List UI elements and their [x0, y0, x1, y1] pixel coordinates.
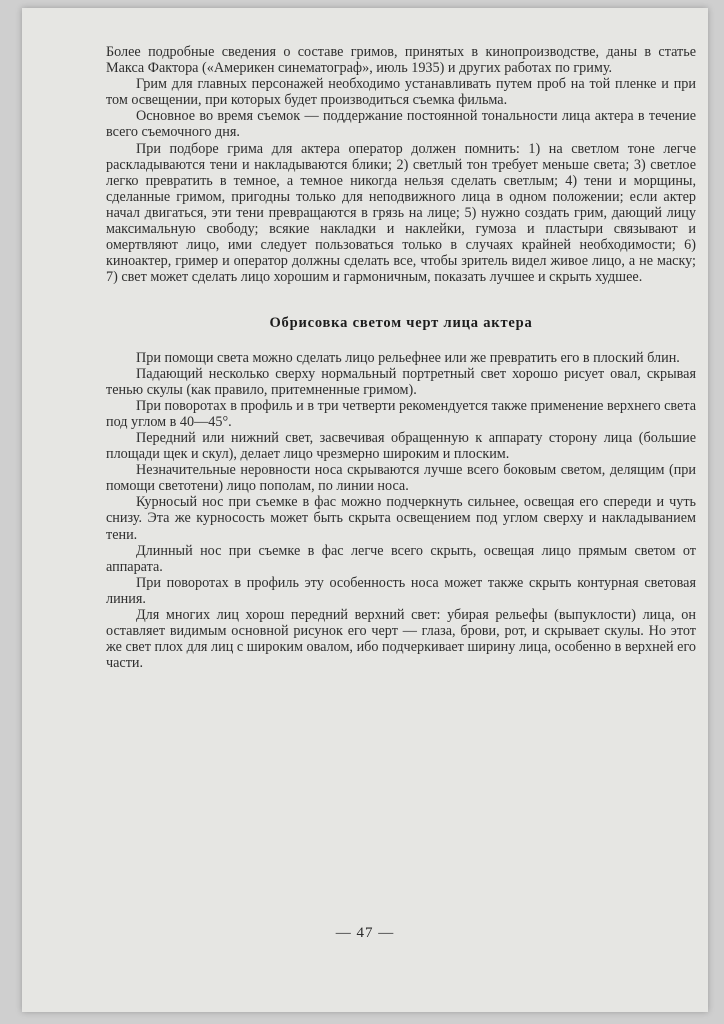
paragraph: Передний или нижний свет, засвечивая обращенную к аппарату сторону лица (большие площади щек и скул), делает лицо чрезмерно широким и плоским.	[106, 429, 696, 463]
paragraph: Незначительные неровности носа скрываются лучше всего боковым светом, делящим (при помощи светотени) лицо пополам, по линии носа.	[106, 462, 696, 495]
page-number: — 47 —	[335, 925, 395, 941]
page-content	[106, 44, 696, 671]
paragraph: Основное во время съемок — поддержание постоянной тональности лица актера в течение всего съемочного дня.	[106, 108, 696, 141]
book-page	[22, 8, 708, 1012]
paragraph: При подборе грима для актера оператор должен помнить: 1) на светлом тоне легче раскладываются тени и накладываются блики; 2) светлый тон требует меньше света; 3) светлое легко превратить в темное, а темное никогда нельзя сделать светлым; 4) тени и морщины, сделанные гримом, пригодны только для неподвижного лица в одном положении; если актер начал двигаться, эти тени превращаются в грязь на лице; 5) нужно создать грим, дающий лицу максимальную свободу; всякие накладки и наклейки, гумоза и пластыри связывают и омертвляют лицо, ими следует пользоваться только в случаях крайней необходимости; 6) киноактер, гример и оператор должны сделать все, чтобы зритель видел живое лицо, а не маску; 7) свет может сделать лицо хорошим и гармоничным, показать лучшее и скрыть худшее.	[106, 140, 696, 286]
paragraph: Более подробные сведения о составе гримов, принятых в кинопроизводстве, даны в статье Макса Фактора («Америкен синематограф», июль 1935) и других работах по гриму.	[106, 44, 696, 77]
paragraph: При поворотах в профиль эту особенность носа может также скрыть контурная световая линия.	[106, 574, 696, 607]
paragraph: Курносый нос при съемке в фас можно подчеркнуть сильнее, освещая его спереди и чуть снизу. Эта же курносость может быть скрыта освещением под углом сверху и накладыванием тени.	[106, 494, 696, 543]
paragraph: Для многих лиц хорош передний верхний свет: убирая рельефы (выпуклости) лица, он оставляет видимым основной рисунок его черт — глаза, брови, рот, и скрывает скулы. Но этот же свет плох для лиц с широким овалом, ибо подчеркивает ширину лица, особенно в верхней его части.	[106, 607, 696, 672]
paragraph: При помощи света можно сделать лицо рельефнее или же превратить его в плоский блин.	[136, 349, 680, 366]
section-heading: Обрисовка светом черт лица актера	[269, 315, 533, 332]
paragraph: При поворотах в профиль и в три четверти рекомендуется также применение верхнего света под углом в 40—45°.	[106, 397, 696, 430]
paragraph: Падающий несколько сверху нормальный портретный свет хорошо рисует овал, скрывая тенью скулы (как правило, притемненные гримом).	[106, 365, 696, 398]
paragraph: Грим для главных персонажей необходимо устанавливать путем проб на той пленке и при том освещении, при которых будет производиться съемка фильма.	[106, 76, 696, 109]
paragraph: Длинный нос при съемке в фас легче всего скрыть, освещая лицо прямым светом от аппарата.	[106, 542, 696, 575]
